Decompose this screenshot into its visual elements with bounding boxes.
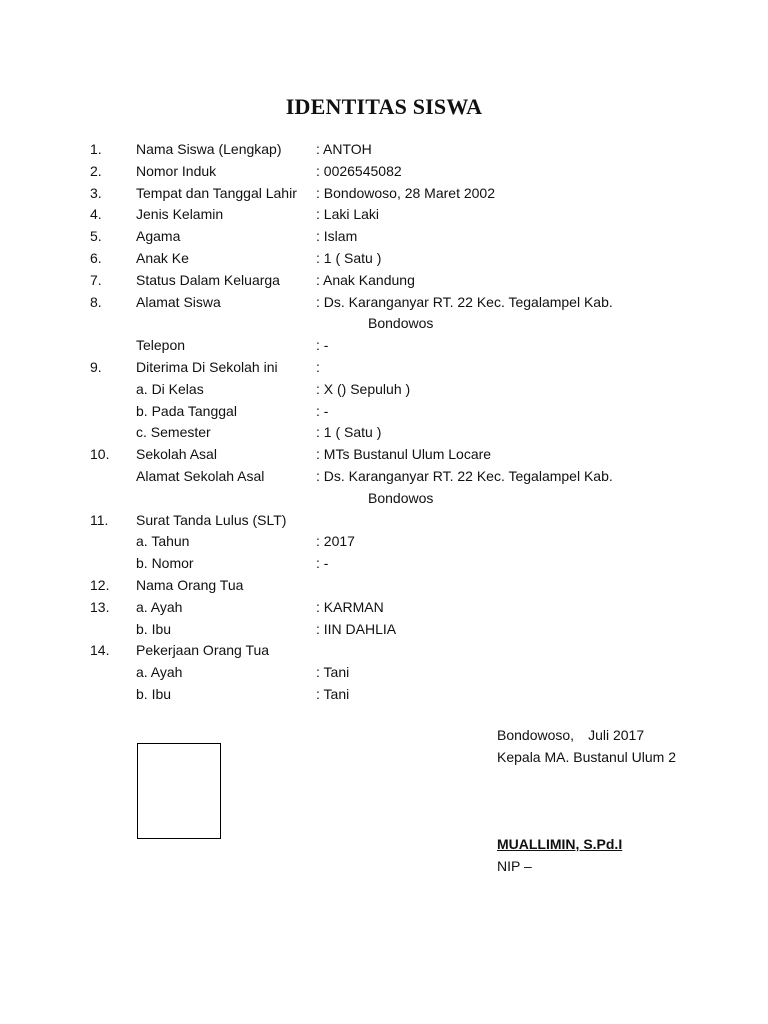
list-item xyxy=(0,663,768,685)
item-value: : X () Sepuluh ) xyxy=(316,380,411,397)
item-label: Surat Tanda Lulus (SLT) xyxy=(136,511,287,528)
list-item xyxy=(0,554,768,576)
item-value: : Tani xyxy=(316,686,350,702)
item-label: b. Ibu xyxy=(136,686,172,702)
item-value: : Bondowoso, 28 Maret 2002 xyxy=(316,184,496,201)
item-value: : Ds. Karanganyar RT. 22 Kec. Tegalampel Kab. xyxy=(316,468,613,484)
item-value: : 2017 xyxy=(316,533,355,550)
item-label: b. Pada Tanggal xyxy=(136,402,237,419)
item-number: 14. xyxy=(90,642,110,659)
list-item xyxy=(0,532,768,554)
item-number: 10. xyxy=(90,446,110,463)
item-label: b. Nomor xyxy=(136,555,194,572)
item-number: 3. xyxy=(90,184,102,201)
item-number: 12. xyxy=(90,577,110,593)
list-item xyxy=(0,271,768,293)
item-label: a. Di Kelas xyxy=(136,380,204,397)
list-item xyxy=(0,641,768,663)
list-item xyxy=(0,685,768,707)
list-item xyxy=(0,358,768,380)
item-value: : MTs Bustanul Ulum Locare xyxy=(316,446,492,463)
item-value: : - xyxy=(316,402,329,419)
item-value: : IIN DAHLIA xyxy=(316,620,397,637)
item-label: Nama Siswa (Lengkap) xyxy=(136,141,282,157)
list-item xyxy=(0,227,768,249)
item-label: Pekerjaan Orang Tua xyxy=(136,642,270,659)
item-value-continuation: Bondowos xyxy=(368,315,434,332)
list-item xyxy=(0,402,768,424)
item-value: : 0026545082 xyxy=(316,162,402,179)
list-item xyxy=(0,249,768,271)
item-label: a. Tahun xyxy=(136,533,190,550)
item-value: : ANTOH xyxy=(316,141,372,157)
list-item xyxy=(0,184,768,206)
item-number: 4. xyxy=(90,206,102,223)
document-title: IDENTITAS SISWA xyxy=(285,94,483,119)
item-label: Tempat dan Tanggal Lahir xyxy=(136,184,297,201)
item-value: : Laki Laki xyxy=(316,206,380,223)
item-value: : - xyxy=(316,337,329,354)
item-number: 8. xyxy=(90,293,102,310)
list-item xyxy=(0,423,768,445)
item-number: 7. xyxy=(90,271,102,288)
item-number: 9. xyxy=(90,359,102,375)
signature-role: Kepala MA. Bustanul Ulum 2 xyxy=(497,749,676,765)
list-item xyxy=(0,162,768,184)
signature-month: Juli 2017 xyxy=(588,727,645,743)
item-label: a. Ayah xyxy=(136,598,183,615)
item-label: Alamat Siswa xyxy=(136,293,221,310)
item-value: : 1 ( Satu ) xyxy=(316,424,382,441)
item-value: : 1 ( Satu ) xyxy=(316,250,382,266)
list-item xyxy=(0,511,768,533)
item-label: Nomor Induk xyxy=(136,162,217,179)
item-label: a. Ayah xyxy=(136,664,183,681)
item-value: : xyxy=(316,359,320,375)
item-label: Anak Ke xyxy=(136,250,189,266)
item-value: : - xyxy=(316,555,329,572)
list-item xyxy=(0,205,768,227)
signature-place-date xyxy=(497,726,644,744)
list-item xyxy=(0,489,768,511)
item-label: Agama xyxy=(136,228,181,245)
list-item xyxy=(0,140,768,162)
list-item xyxy=(0,467,768,489)
list-item xyxy=(0,598,768,620)
list-item xyxy=(0,293,768,315)
item-value: : Ds. Karanganyar RT. 22 Kec. Tegalampel Kab. xyxy=(316,293,613,310)
list-item xyxy=(0,314,768,336)
item-value: : Tani xyxy=(316,664,350,681)
item-label: Status Dalam Keluarga xyxy=(136,271,280,288)
item-label: Nama Orang Tua xyxy=(136,577,244,593)
item-label: Sekolah Asal xyxy=(136,446,217,463)
item-number: 5. xyxy=(90,228,102,245)
item-label: c. Semester xyxy=(136,424,211,441)
signature-name: MUALLIMIN, S.Pd.I xyxy=(497,836,623,852)
item-value: : Islam xyxy=(316,228,358,245)
item-number: 2. xyxy=(90,162,102,179)
item-number: 13. xyxy=(90,598,110,615)
item-number: 6. xyxy=(90,250,102,266)
item-label: Jenis Kelamin xyxy=(136,206,224,223)
item-value: : Anak Kandung xyxy=(316,271,415,288)
item-label: Telepon xyxy=(136,337,186,354)
signature-nip: NIP – xyxy=(497,858,532,874)
photo-placeholder xyxy=(137,743,221,839)
signature-place: Bondowoso, xyxy=(497,727,575,743)
item-label: Alamat Sekolah Asal xyxy=(136,468,265,484)
list-item xyxy=(0,380,768,402)
item-number: 1. xyxy=(90,141,102,157)
item-number: 11. xyxy=(90,511,109,528)
list-item xyxy=(0,620,768,642)
item-value-continuation: Bondowos xyxy=(368,489,434,506)
list-item xyxy=(0,336,768,358)
item-value: : KARMAN xyxy=(316,598,384,615)
item-label: Diterima Di Sekolah ini xyxy=(136,359,278,375)
list-item xyxy=(0,576,768,598)
item-label: b. Ibu xyxy=(136,620,172,637)
list-item xyxy=(0,445,768,467)
